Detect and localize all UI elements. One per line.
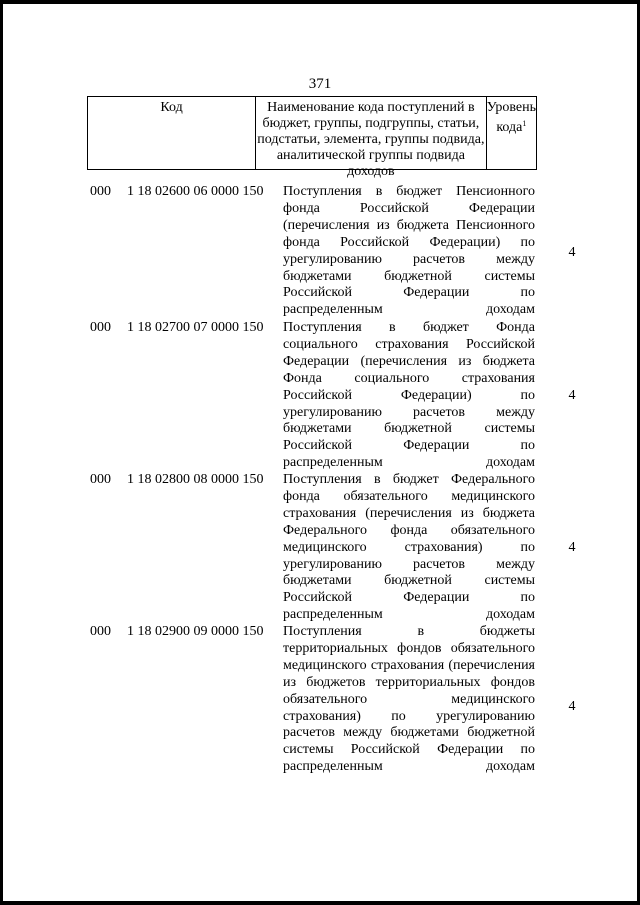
revenue-code: 1 18 02700 07 0000 150 — [127, 320, 264, 335]
code-level: 4 — [568, 540, 576, 555]
scan-border-top — [0, 0, 640, 4]
admin-code: 000 — [90, 184, 111, 199]
revenue-code: 1 18 02600 06 0000 150 — [127, 184, 264, 199]
revenue-code: 1 18 02800 08 0000 150 — [127, 472, 264, 487]
table-row — [87, 320, 587, 472]
revenue-description: Поступления в бюджет Пенсионного фонда Российской Федерации (перечисления из бюджета Пенсионного фонда Российской Федерации) по урегулированию расчетов между бюджетами бюджетной системы Российской Федерации по распределенным доходам — [283, 184, 535, 318]
table-row — [87, 472, 587, 624]
page-number: 371 — [308, 76, 332, 92]
header-name: Наименование кода поступлений в бюджет, группы, подгруппы, статьи, подстатьи, элемента, группы подвида, аналитической группы подвида доходов — [256, 97, 487, 169]
header-level — [487, 97, 536, 169]
header-code: Код — [88, 97, 256, 169]
revenue-code: 1 18 02900 09 0000 150 — [127, 624, 264, 639]
header-level-label: Уровень кода — [486, 100, 536, 135]
revenue-description: Поступления в бюджеты территориальных фондов обязательного медицинского страхования (перечисления из бюджетов территориальных фондов обязательного медицинского страхования) по урегулированию расчетов между бюджетами бюджетной системы Российской Федерации по распределенным доходам — [283, 624, 535, 775]
table-header — [87, 96, 537, 179]
scan-border-left — [0, 0, 3, 905]
scan-border-bottom — [0, 901, 640, 905]
code-level: 4 — [568, 388, 576, 403]
revenue-description: Поступления в бюджет Федерального фонда обязательного медицинского страхования (перечисления из бюджета Федерального фонда обязательного медицинского страхования) по урегулированию расчетов между бюджетами бюджетной системы Российской Федерации по распределенным доходам — [283, 472, 535, 623]
header-level-footnote: 1 — [522, 119, 527, 128]
code-level: 4 — [568, 245, 576, 260]
table-row — [87, 184, 587, 319]
admin-code: 000 — [90, 320, 111, 335]
table-row — [87, 624, 587, 794]
revenue-description: Поступления в бюджет Фонда социального страхования Российской Федерации (перечисления из бюджета Фонда социального страхования Российской Федерации) по урегулированию расчетов между бюджетами бюджетной системы Российской Федерации по распределенным доходам — [283, 320, 535, 471]
code-level: 4 — [568, 699, 576, 714]
admin-code: 000 — [90, 472, 111, 487]
admin-code: 000 — [90, 624, 111, 639]
